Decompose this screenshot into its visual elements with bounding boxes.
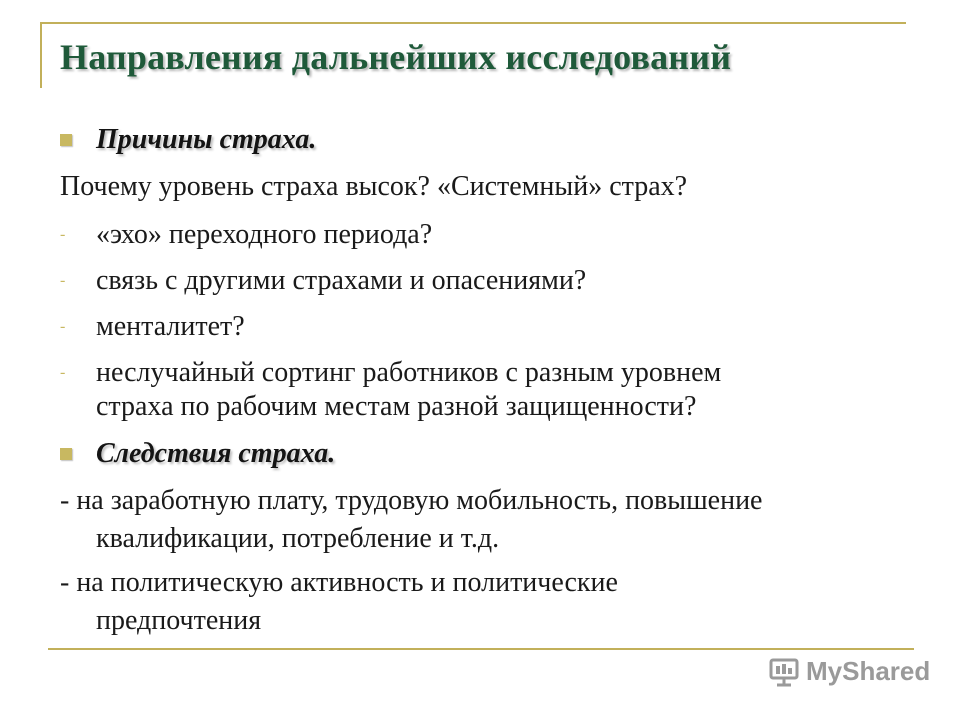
list-item: [60, 264, 586, 298]
effects-item-line1: - на политическую активность и политические: [60, 567, 618, 598]
top-rule: [40, 22, 906, 24]
dash-bullet-icon: -: [60, 318, 66, 335]
effects-item-line1: - на заработную плату, трудовую мобильность, повышение: [60, 485, 763, 516]
dash-bullet-icon: -: [60, 226, 66, 243]
watermark: [768, 656, 930, 687]
list-item: [60, 218, 432, 252]
effects-item-line2: квалификации, потребление и т.д.: [96, 523, 500, 554]
causes-heading: [60, 124, 316, 156]
bottom-rule: [48, 648, 914, 650]
presentation-icon: [768, 657, 800, 687]
dash-bullet-icon: -: [60, 364, 66, 381]
square-bullet-icon: [60, 448, 72, 460]
list-item: [60, 356, 721, 424]
causes-question: Почему уровень страха высок? «Системный» страх?: [60, 171, 688, 202]
left-rule: [40, 22, 42, 88]
list-item-text: «эхо» переходного периода?: [96, 219, 433, 250]
list-item-text-line2: страха по рабочим местам разной защищенности?: [96, 391, 697, 422]
list-item: [60, 310, 245, 344]
dash-bullet-icon: -: [60, 272, 66, 289]
square-bullet-icon: [60, 134, 72, 146]
effects-heading-text: Следствия страха.: [96, 438, 336, 469]
effects-heading: [60, 438, 335, 470]
list-item-text: менталитет?: [96, 311, 245, 342]
watermark-text: MyShared: [806, 656, 931, 686]
effects-item-line2: предпочтения: [96, 605, 262, 636]
list-item-text-line1: неслучайный сортинг работников с разным уровнем: [96, 357, 722, 388]
slide-title: Направления дальнейших исследований: [60, 37, 732, 77]
list-item-text: связь с другими страхами и опасениями?: [96, 265, 587, 296]
causes-heading-text: Причины страха.: [96, 124, 317, 155]
